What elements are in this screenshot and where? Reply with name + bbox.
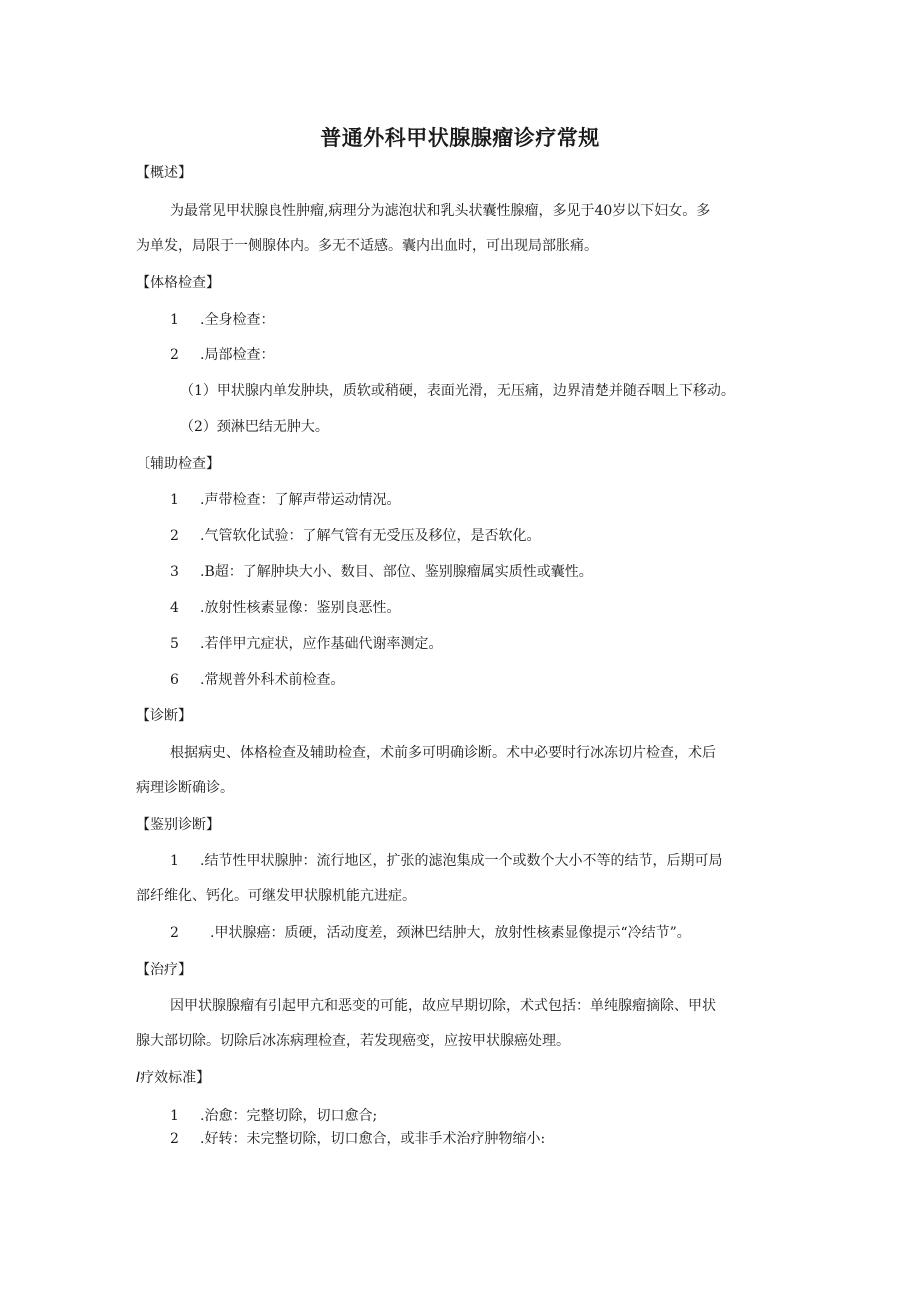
auxiliary-exam-item-4 [170,598,400,618]
item-number: 3 [170,564,179,580]
item-text: .甲状腺癌：质硬，活动度差，颈淋巴结肿大，放射性核素显像提示“冷结节”。 [210,925,691,941]
item-text: .气管软化试验：了解气管有无受压及移位，是否软化。 [200,528,541,544]
item-number: 1 [170,312,179,328]
item-text: .若伴甲亢症状，应作基础代谢率测定。 [200,636,443,652]
item-number: 4 [170,600,179,616]
criteria-item-2 [170,1129,545,1149]
diagnosis-line-1: 根据病史、体格检查及辅助检查，术前多可明确诊断。术中必要时行冰冻切片检查，术后 [170,745,716,761]
treatment-line-1: 因甲状腺腺瘤有引起甲亢和恶变的可能，故应早期切除，术式包括：单纯腺瘤摘除、甲状 [170,998,716,1014]
heading-text: 疗效标准】 [140,1070,211,1086]
item-number: 1 [170,492,179,508]
item-text: .B超：了解肿块大小、数目、部位、鉴别腺瘤属实质性或囊性。 [200,564,593,580]
item-text: .声带检查：了解声带运动情况。 [200,492,401,508]
item-text: .全身检查： [200,312,275,328]
item-number: 2 [170,1131,179,1147]
section-heading-diagnosis: 【诊断】 [136,708,192,724]
section-heading-overview: 【概述】 [136,165,192,181]
section-heading-auxiliary-exam: 〔辅助检查】 [136,456,220,472]
physical-exam-subitem-2: （2）颈淋巴结无肿大。 [180,419,329,435]
item-number: 5 [170,636,179,652]
auxiliary-exam-item-1 [170,490,400,510]
item-number: 2 [170,925,179,941]
diagnosis-line-2: 病理诊断确诊。 [136,780,234,796]
item-text: .治愈：完整切除，切口愈合; [200,1108,378,1124]
treatment-line-2: 腺大部切除。切除后冰冻病理检查，若发现癌变，应按甲状腺癌处理。 [136,1033,570,1049]
overview-line-1: 为最常见甲状腺良性肿瘤,病理分为滤泡状和乳头状囊性腺瘤，多见于40岁以下妇女。多 [170,203,711,219]
section-heading-criteria [136,1068,210,1088]
item-text: .局部检查： [200,347,275,363]
item-text: .常规普外科术前检查。 [200,672,345,688]
section-heading-differential: 【鉴别诊断】 [136,817,220,833]
auxiliary-exam-item-5 [170,634,442,654]
differential-item-1 [170,851,722,871]
overview-line-2: 为单发，局限于一侧腺体内。多无不适感。囊内出血时，可出现局部胀痛。 [136,238,598,254]
differential-item-2 [170,923,691,943]
item-number: 2 [170,528,179,544]
section-heading-treatment: 【治疗】 [136,962,192,978]
page-title: 普通外科甲状腺腺瘤诊疗常规 [320,126,600,150]
heading-mark: I [136,1070,141,1086]
physical-exam-subitem-1: （1）甲状腺内单发肿块，质软或稍硬，表面光滑，无压痛，边界清楚并随吞咽上下移动。 [180,383,735,399]
differential-item-1-continuation: 部纤维化、钙化。可继发甲状腺机能亢进症。 [136,888,416,904]
physical-exam-item-1 [170,310,274,330]
physical-exam-item-2 [170,345,274,365]
item-number: 1 [170,853,179,869]
item-text: .好转：未完整切除，切口愈合，或非手术治疗肿物缩小: [200,1131,546,1147]
criteria-item-1 [170,1106,377,1126]
section-heading-physical-exam: 【体格检查】 [136,275,220,291]
item-number: 1 [170,1108,179,1124]
auxiliary-exam-item-3 [170,562,593,582]
item-number: 6 [170,672,179,688]
item-number: 2 [170,347,179,363]
item-text: .结节性甲状腺肿：流行地区，扩张的滤泡集成一个或数个大小不等的结节，后期可局 [200,853,723,869]
item-text: .放射性核素显像：鉴别良恶性。 [200,600,401,616]
auxiliary-exam-item-6 [170,670,344,690]
auxiliary-exam-item-2 [170,526,540,546]
